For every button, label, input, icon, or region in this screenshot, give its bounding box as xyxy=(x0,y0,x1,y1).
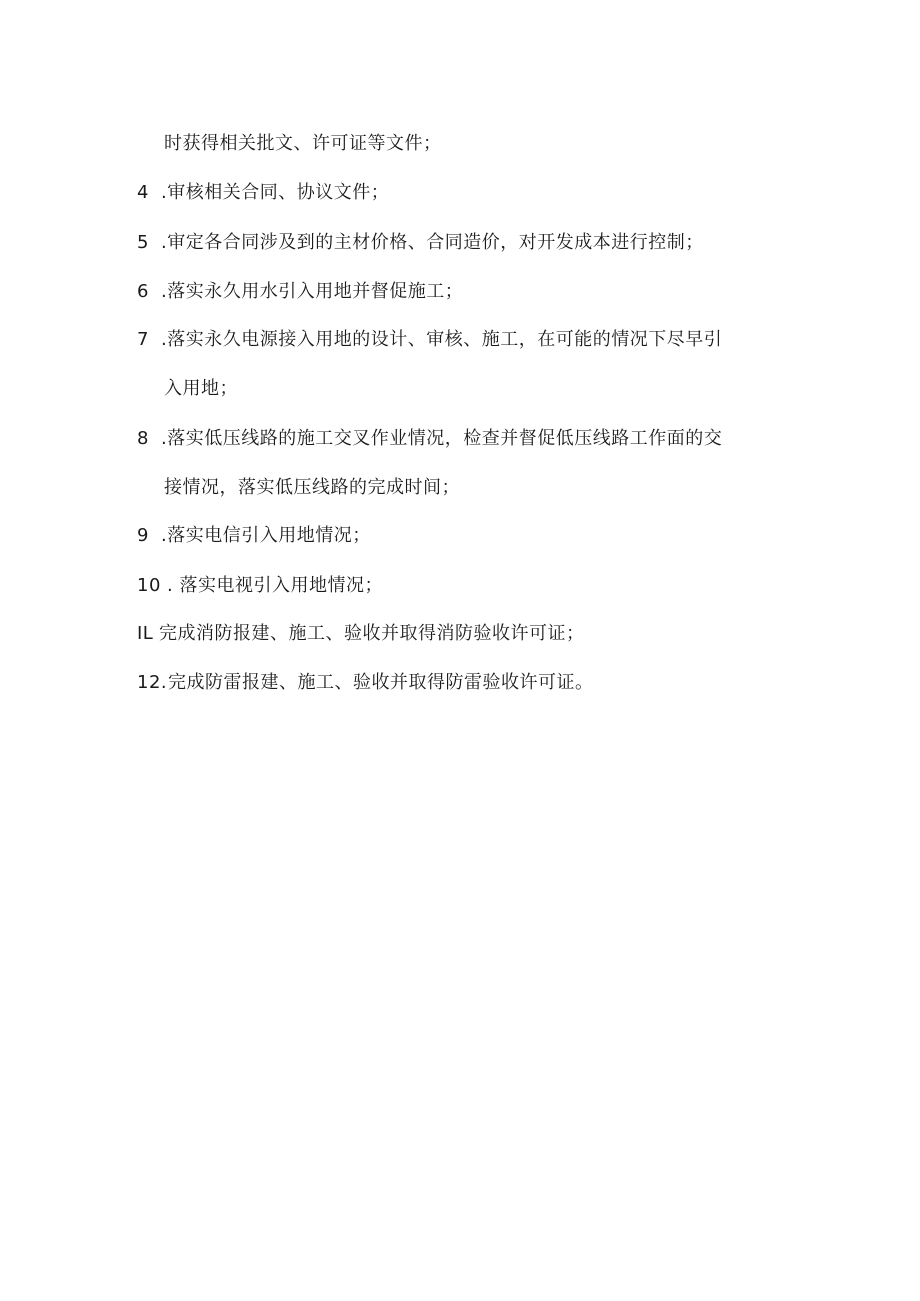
item-number: 9 xyxy=(137,525,149,546)
item-text: 完成消防报建、施工、验收并取得消防验收许可证； xyxy=(159,623,585,644)
item-number: 7 xyxy=(137,329,149,350)
item-number: 12. xyxy=(137,672,168,693)
item-number: 8 xyxy=(137,428,149,449)
item-continuation-text: 时获得相关批文、许可证等文件； xyxy=(164,133,442,154)
item-text: . 落实电视引入用地情况； xyxy=(167,575,383,596)
item-text: .落实电信引入用地情况； xyxy=(161,525,371,546)
item-text: .审定各合同涉及到的主材价格、合同造价，对开发成本进行控制； xyxy=(161,232,704,253)
item-number: 5 xyxy=(137,232,149,253)
item-number: 4 xyxy=(137,182,149,203)
item-continuation-text: 入用地； xyxy=(164,378,238,399)
item-text: .落实永久用水引入用地并督促施工； xyxy=(161,281,464,302)
item-text: 完成防雷报建、施工、验收并取得防雷验收许可证。 xyxy=(168,672,594,693)
item-continuation-text: 接情况，落实低压线路的完成时间； xyxy=(164,477,460,498)
item-number: 6 xyxy=(137,281,149,302)
item-number: 10 xyxy=(137,575,161,596)
item-text: .落实永久电源接入用地的设计、审核、施工，在可能的情况下尽早引 xyxy=(161,329,723,350)
item-number: IL xyxy=(137,623,154,644)
item-text: .落实低压线路的施工交叉作业情况，检查并督促低压线路工作面的交 xyxy=(161,428,723,449)
item-text: .审核相关合同、协议文件； xyxy=(161,182,390,203)
